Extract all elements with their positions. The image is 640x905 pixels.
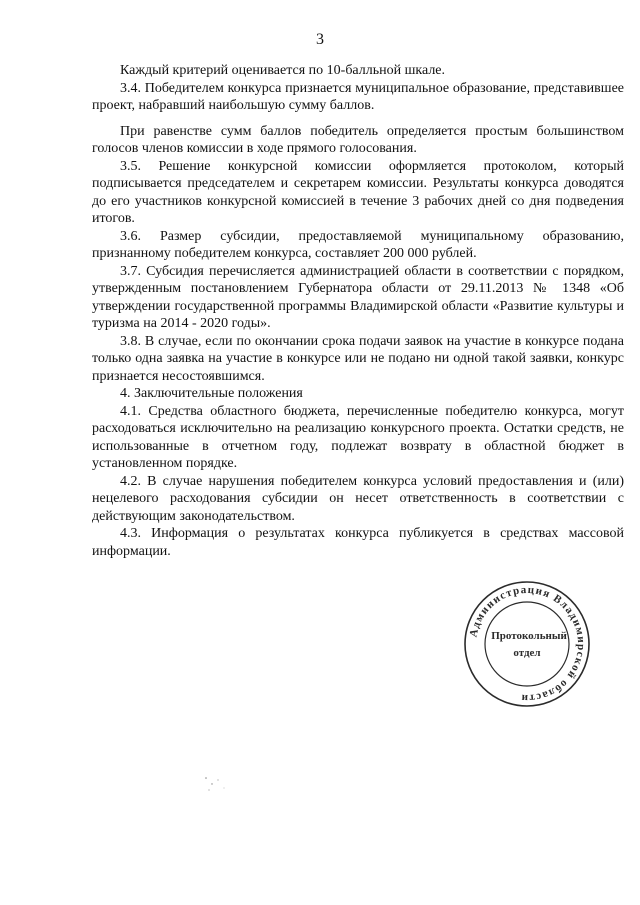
paragraph-3-8: 3.8. В случае, если по окончании срока подачи заявок на участие в конкурсе подана только одна заявка на участие в конкурсе или не подано ни одной такой заявки, конкурс признается несостоявшимся. bbox=[92, 333, 624, 384]
document-body bbox=[92, 62, 624, 560]
paragraph-3-7: 3.7. Субсидия перечисляется администрацией области в соответствии с порядком, утвержденным постановлением Губернатора области от 29.11.2013 № 1348 «Об утверждении государственной программы Владимирской области «Развитие культуры и туризма на 2014 - 2020 годы». bbox=[92, 263, 624, 331]
paragraph-4-1: 4.1. Средства областного бюджета, перечисленные победителю конкурса, могут расходоваться исключительно на реализацию конкурсного проекта. Остатки средств, не использованные в отчетном году, подлежат возврату в областной бюджет в установленном порядке. bbox=[92, 403, 624, 471]
paragraph-4-3: 4.3. Информация о результатах конкурса публикуется в средствах массовой информации. bbox=[92, 526, 624, 559]
page-number: 3 bbox=[316, 31, 324, 48]
paragraph-3-4: 3.4. Победителем конкурса признается муниципальное образование, представившее проект, набравший наибольшую сумму баллов. bbox=[92, 80, 624, 113]
stamp-inner-ring bbox=[485, 602, 569, 686]
stamp-center-line1: Протокольный bbox=[491, 630, 567, 642]
stamp-center-line2: отдел bbox=[513, 647, 541, 659]
paragraph-4-2: 4.2. В случае нарушения победителем конкурса условий предоставления и (или) нецелевого расходования субсидии он несет ответственность в соответствии с действующим законодательством. bbox=[92, 473, 624, 524]
official-stamp bbox=[463, 580, 591, 708]
stamp-ring-text: Администрация Владимирской области bbox=[467, 583, 588, 705]
scan-specks bbox=[200, 770, 240, 800]
paragraph-tie-rule: При равенстве сумм баллов победитель определяется простым большинством голосов членов комиссии в ходе прямого голосования. bbox=[92, 123, 624, 156]
section-heading: 4. Заключительные положения bbox=[120, 386, 303, 401]
paragraph-3-5: 3.5. Решение конкурсной комиссии оформляется протоколом, который подписывается председателем и секретарем комиссии. Результаты конкурса доводятся до его участников конкурсной комиссией в течение 3 рабочих дней со дня подведения итогов. bbox=[92, 158, 624, 226]
paragraph-criteria: Каждый критерий оценивается по 10-балльной шкале. bbox=[120, 63, 446, 78]
stamp-outer-ring bbox=[465, 582, 589, 706]
paragraph-3-6: 3.6. Размер субсидии, предоставляемой муниципальному образованию, признанному победителем конкурса, составляет 200 000 рублей. bbox=[92, 228, 624, 261]
